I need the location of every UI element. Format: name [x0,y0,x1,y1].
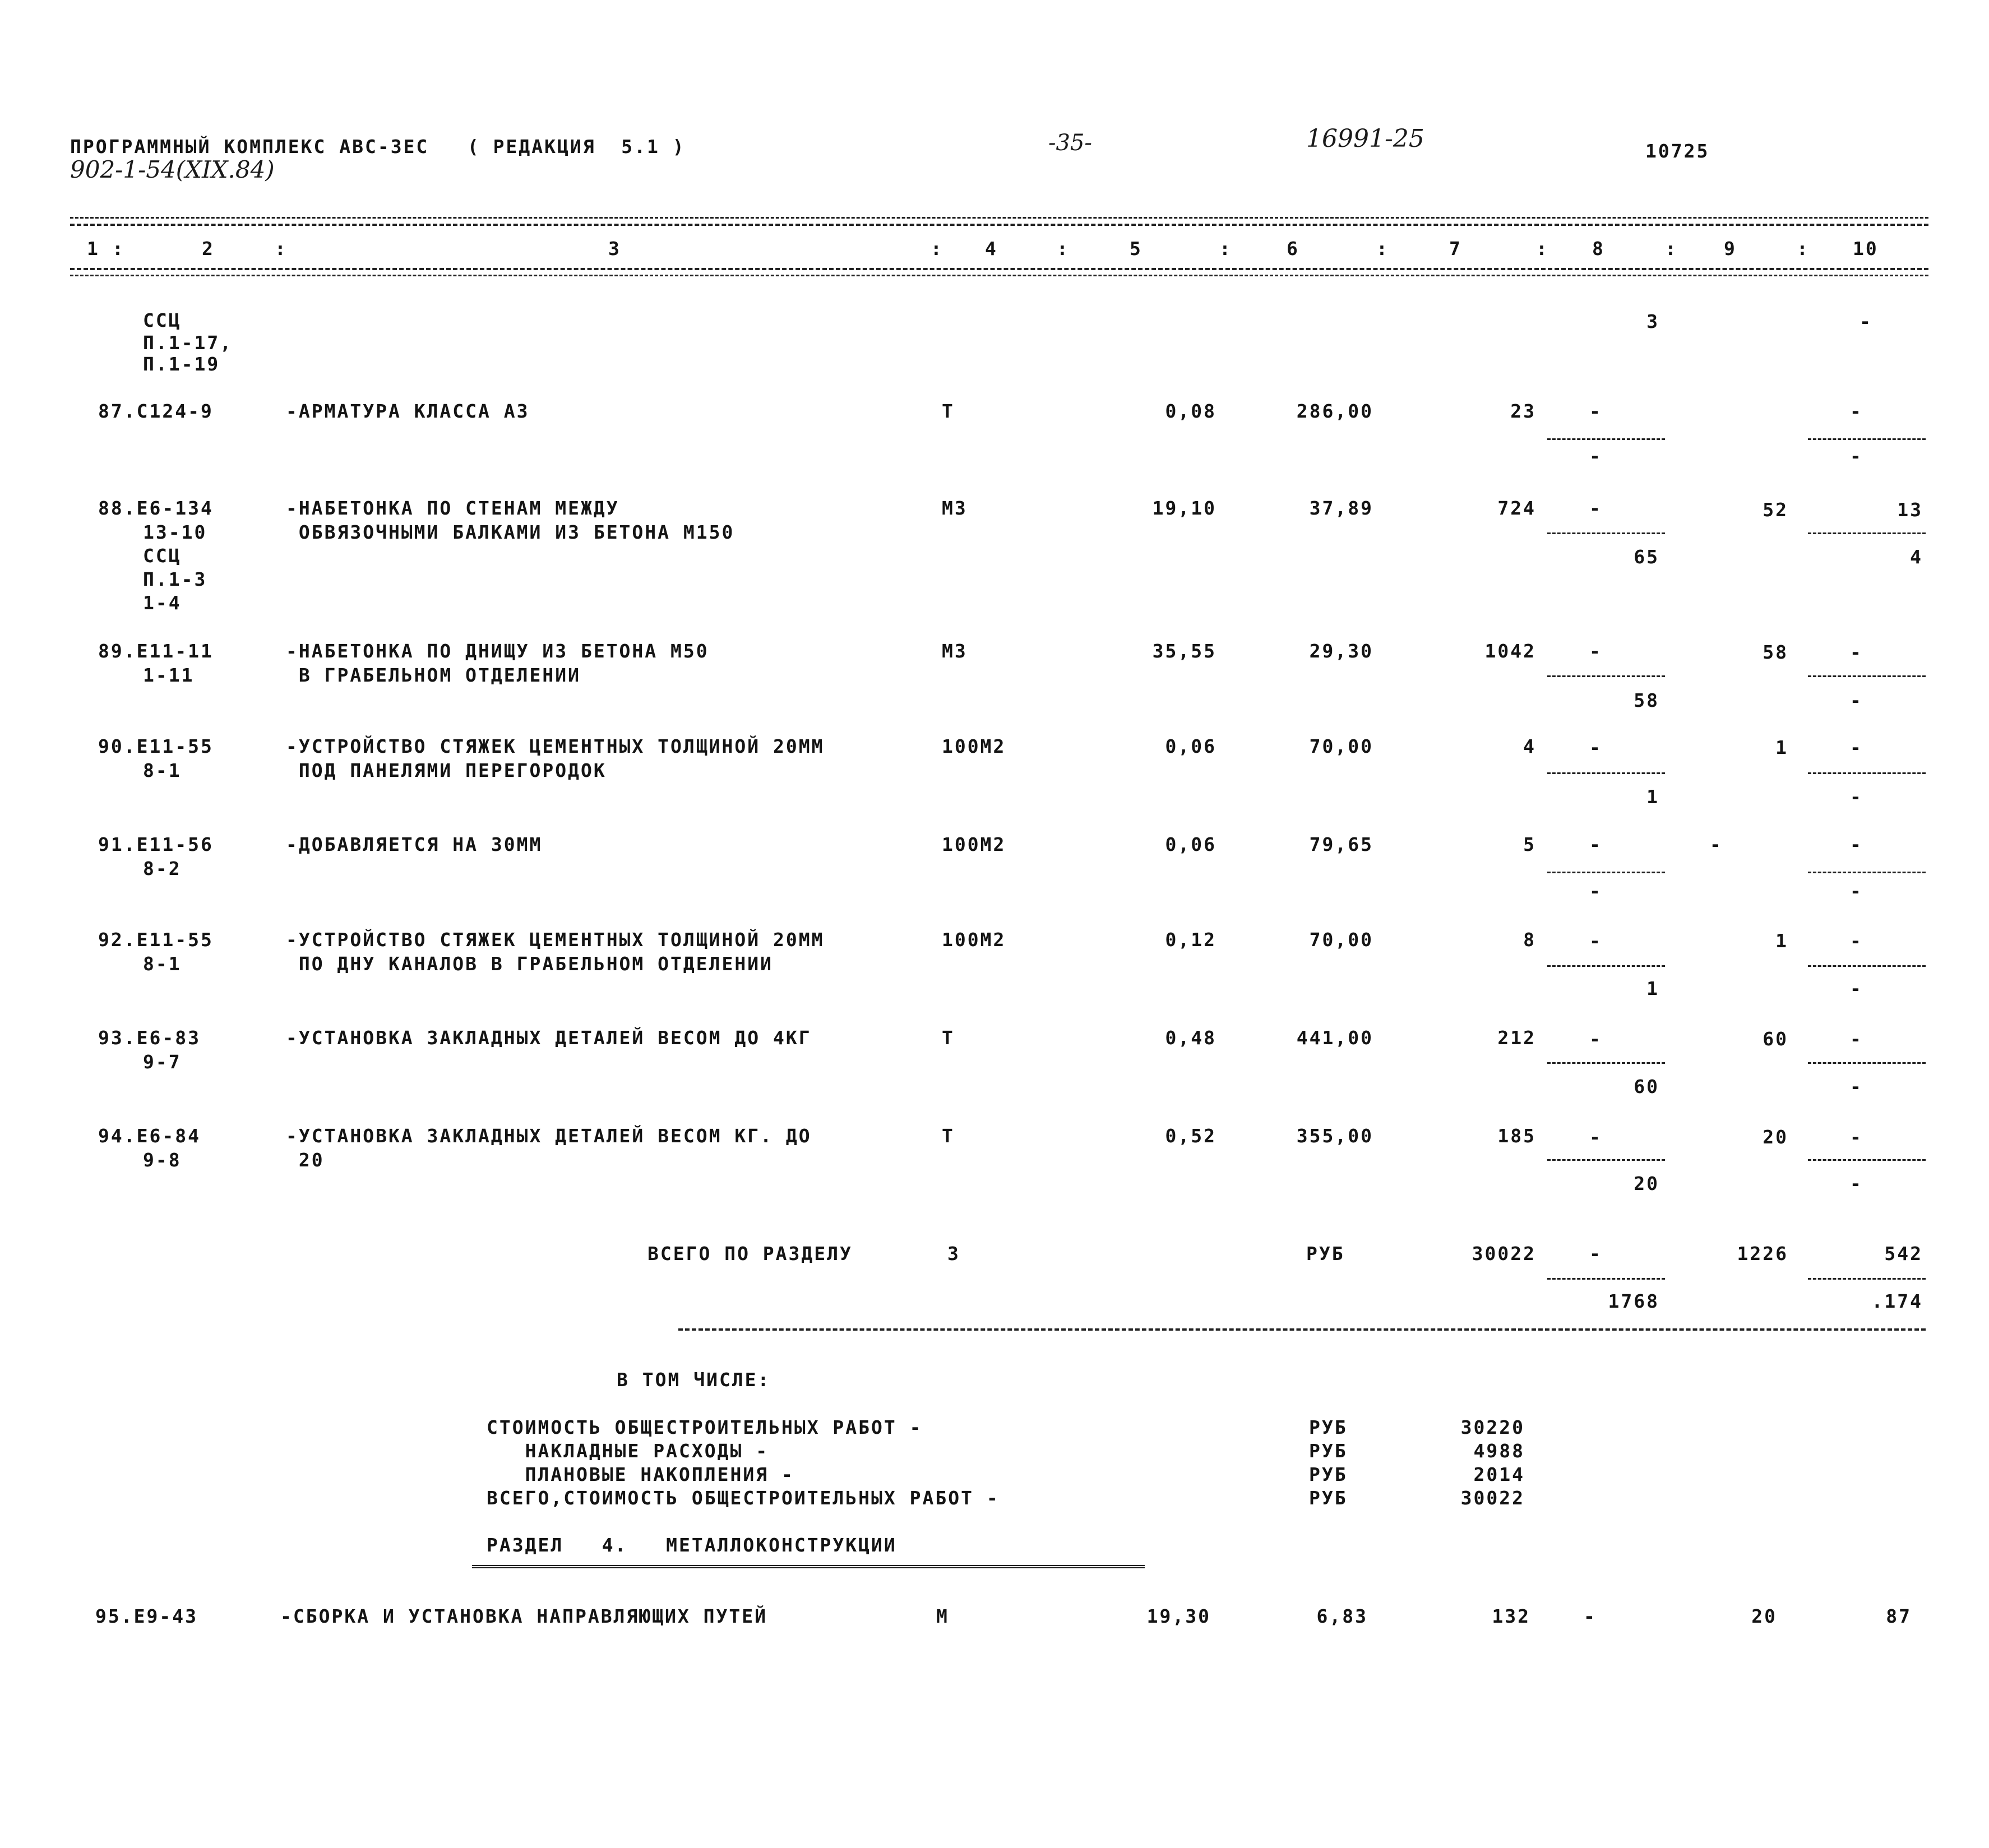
row-qty: 0,06 [1165,833,1216,855]
col-sep: : [112,238,125,260]
header-rule-bottom [70,268,1928,270]
row-c9: - [1710,833,1723,855]
row-c10-top: 87 [1886,1605,1912,1627]
header-rule-top-2 [70,224,1928,226]
row-c8-bottom: - [1589,445,1602,467]
row-code: 92.Е11-55 [98,929,214,951]
row-c8-top: - [1589,833,1602,855]
row-unit: Т [942,1125,955,1147]
col-sep: : [1536,238,1549,260]
row-desc: -НАБЕТОНКА ПО СТЕНАМ МЕЖДУ [286,497,619,519]
row-c8-top: - [1589,737,1602,758]
row-c9: 58 [1763,641,1788,663]
breakdown-line-label: НАКЛАДНЫЕ РАСХОДЫ - [487,1440,769,1462]
row-c9: 1 [1775,930,1788,952]
row-qty: 0,48 [1165,1027,1216,1049]
row-c10-top: - [1850,1126,1863,1148]
row-c8-top: - [1589,930,1602,952]
fraction-line [1808,1278,1926,1280]
row-desc: -УСТРОЙСТВО СТЯЖЕК ЦЕМЕНТНЫХ ТОЛЩИНОЙ 20ММ [286,929,825,951]
col-sep: : [1665,238,1678,260]
row-desc: В ГРАБЕЛЬНОМ ОТДЕЛЕНИИ [286,664,581,686]
row-c10-top: 13 [1897,499,1923,521]
row-c8-top: - [1589,1126,1602,1148]
code-line: П.1-17, [143,332,233,354]
row-code: 1-11 [143,664,195,686]
fraction-line [1547,872,1665,873]
row-total: 724 [1497,497,1536,519]
row-code: 90.Е11-55 [98,735,214,757]
row-qty: 19,10 [1152,497,1216,519]
section-total-value: 30022 [1472,1243,1536,1265]
col-sep: : [275,238,288,260]
section-total-c8-top: - [1589,1243,1602,1265]
row-desc: 20 [286,1149,325,1171]
col-2: 2 [202,238,215,260]
fraction-line [1808,1062,1926,1064]
section-title-underline [472,1565,1145,1568]
row-code: 87.С124-9 [98,400,214,422]
row-c8-top: - [1584,1605,1597,1627]
breakdown-line-value: 30220 [1460,1416,1525,1438]
row-c10-top: - [1850,1028,1863,1050]
row-unit: 100М2 [942,735,1006,757]
row-price: 441,00 [1296,1027,1373,1049]
section-total-unit: РУБ [1306,1243,1345,1265]
row-desc: -СБОРКА И УСТАНОВКА НАПРАВЛЯЮЩИХ ПУТЕЙ [280,1605,767,1627]
row-c8-bottom: - [1589,880,1602,902]
row-c10-bottom: - [1850,1173,1863,1194]
fraction-line [1808,532,1926,534]
col-3: 3 [608,238,621,260]
project-code: 902-1-54(XIX.84) [70,156,275,183]
breakdown-line-unit: РУБ [1309,1487,1348,1509]
breakdown-label: В ТОМ ЧИСЛЕ: [617,1369,771,1391]
fraction-line [1547,1062,1665,1064]
row-c8-top: - [1589,640,1602,662]
row-c10-top: - [1850,641,1863,663]
row-c9: 60 [1763,1028,1788,1050]
row-desc: ОБВЯЗОЧНЫМИ БАЛКАМИ ИЗ БЕТОНА М150 [286,521,735,543]
section-total-c10-bottom: .174 [1871,1290,1923,1312]
program-title: ПРОГРАММНЫЙ КОМПЛЕКС АВС-3ЕС ( РЕДАКЦИЯ 5.1 ) [70,136,686,158]
row-qty: 0,52 [1165,1125,1216,1147]
col-sep: : [931,238,943,260]
fraction-line [1808,1159,1926,1161]
row-price: 37,89 [1309,497,1373,519]
col-10: 10 [1853,238,1879,260]
row-qty: 35,55 [1152,640,1216,662]
row-desc: ПОД ПАНЕЛЯМИ ПЕРЕГОРОДОК [286,759,607,781]
row-desc: -УСТРОЙСТВО СТЯЖЕК ЦЕМЕНТНЫХ ТОЛЩИНОЙ 20ММ [286,735,825,757]
col-8: 8 [1592,238,1605,260]
row-c9: 20 [1751,1605,1777,1627]
row-c10-bottom: - [1850,880,1863,902]
section-total-c8-bottom: 1768 [1608,1290,1659,1312]
breakdown-line-unit: РУБ [1309,1416,1348,1438]
row-qty: 0,08 [1165,400,1216,422]
row-c8-top: - [1589,400,1602,422]
fraction-line [1547,772,1665,774]
row-desc: -НАБЕТОНКА ПО ДНИЩУ ИЗ БЕТОНА М50 [286,640,709,662]
col-sep: : [1057,238,1070,260]
row-c10-bottom: - [1850,1076,1863,1097]
row-desc: -УСТАНОВКА ЗАКЛАДНЫХ ДЕТАЛЕЙ ВЕСОМ КГ. ДО [286,1125,812,1147]
cell-c8: 3 [1646,311,1659,332]
breakdown-line-label: ВСЕГО,СТОИМОСТЬ ОБЩЕСТРОИТЕЛЬНЫХ РАБОТ - [487,1487,1000,1509]
section-total-rule [678,1328,1926,1331]
col-4: 4 [985,238,998,260]
row-total: 185 [1497,1125,1536,1147]
section-total-c10-top: 542 [1884,1243,1923,1265]
row-c10-bottom: - [1850,978,1863,999]
col-7: 7 [1449,238,1462,260]
row-price: 355,00 [1296,1125,1373,1147]
row-code: 94.Е6-84 [98,1125,201,1147]
row-total: 132 [1492,1605,1530,1627]
row-total: 8 [1523,929,1536,951]
row-code: 8-1 [143,953,182,975]
row-qty: 19,30 [1146,1605,1211,1627]
row-unit: М3 [942,640,968,662]
row-code: 8-1 [143,759,182,781]
row-total: 23 [1510,400,1536,422]
row-total: 212 [1497,1027,1536,1049]
row-price: 79,65 [1309,833,1373,855]
row-c8-bottom: 1 [1646,978,1659,999]
row-c8-top: - [1589,1028,1602,1050]
row-c9: 52 [1763,499,1788,521]
row-code: 9-8 [143,1149,182,1171]
section-title: РАЗДЕЛ 4. МЕТАЛЛОКОНСТРУКЦИИ [487,1534,897,1556]
fraction-line [1547,532,1665,534]
row-c10-bottom: - [1850,786,1863,808]
doc-number: 16991-25 [1306,124,1424,153]
row-desc: -ДОБАВЛЯЕТСЯ НА 30ММ [286,833,543,855]
row-desc: -АРМАТУРА КЛАССА А3 [286,400,530,422]
fraction-line [1808,772,1926,774]
col-6: 6 [1287,238,1299,260]
row-code: 95.Е9-43 [95,1605,198,1627]
row-code: 89.Е11-11 [98,640,214,662]
col-1: 1 [87,238,100,260]
row-unit: 100М2 [942,833,1006,855]
row-unit: М [936,1605,949,1627]
breakdown-line-unit: РУБ [1309,1463,1348,1485]
breakdown-line-label: ПЛАНОВЫЕ НАКОПЛЕНИЯ - [487,1463,794,1485]
fraction-line [1808,872,1926,873]
row-unit: Т [942,1027,955,1049]
row-c8-bottom: 65 [1634,546,1659,568]
row-price: 286,00 [1296,400,1373,422]
row-c10-top: - [1850,930,1863,952]
row-unit: 100М2 [942,929,1006,951]
breakdown-line-label: СТОИМОСТЬ ОБЩЕСТРОИТЕЛЬНЫХ РАБОТ - [487,1416,923,1438]
row-c8-bottom: 58 [1634,689,1659,711]
row-code: 91.Е11-56 [98,833,214,855]
row-c8-bottom: 1 [1646,786,1659,808]
row-price: 70,00 [1309,735,1373,757]
col-9: 9 [1724,238,1737,260]
row-code: 88.Е6-134 [98,497,214,519]
col-sep: : [1797,238,1810,260]
doc-code: 10725 [1645,140,1710,162]
code-line: ССЦ [143,309,182,331]
row-code: ССЦ [143,545,182,567]
header-rule-top [70,217,1928,219]
header-rule-bottom-2 [70,275,1928,276]
row-total: 4 [1523,735,1536,757]
row-qty: 0,06 [1165,735,1216,757]
row-c10-top: - [1850,833,1863,855]
row-unit: М3 [942,497,968,519]
fraction-line [1808,675,1926,677]
section-total-c9: 1226 [1737,1243,1788,1265]
row-code: П.1-3 [143,568,207,590]
breakdown-line-value: 2014 [1473,1463,1525,1485]
row-price: 29,30 [1309,640,1373,662]
row-total: 1042 [1484,640,1536,662]
col-sep: : [1219,238,1232,260]
col-5: 5 [1130,238,1142,260]
fraction-line [1547,1159,1665,1161]
row-c10-top: - [1850,737,1863,758]
row-desc: -УСТАНОВКА ЗАКЛАДНЫХ ДЕТАЛЕЙ ВЕСОМ ДО 4КГ [286,1027,812,1049]
row-c10-bottom: 4 [1910,546,1923,568]
row-c10-bottom: - [1850,689,1863,711]
row-c8-top: - [1589,497,1602,519]
row-c10-top: - [1850,400,1863,422]
col-sep: : [1376,238,1389,260]
fraction-line [1808,438,1926,440]
breakdown-line-value: 30022 [1460,1487,1525,1509]
row-code: 9-7 [143,1051,182,1073]
row-c8-bottom: 20 [1634,1173,1659,1194]
row-c9: 20 [1763,1126,1788,1148]
row-code: 1-4 [143,592,182,614]
breakdown-line-unit: РУБ [1309,1440,1348,1462]
row-c9: 1 [1775,737,1788,758]
row-code: 8-2 [143,858,182,879]
code-line: П.1-19 [143,353,220,375]
cell-c10: - [1860,311,1872,332]
row-desc: ПО ДНУ КАНАЛОВ В ГРАБЕЛЬНОМ ОТДЕЛЕНИИ [286,953,773,975]
row-code: 93.Е6-83 [98,1027,201,1049]
section-number: 3 [947,1243,960,1265]
fraction-line [1547,438,1665,440]
row-qty: 0,12 [1165,929,1216,951]
row-c8-bottom: 60 [1634,1076,1659,1097]
fraction-line [1547,965,1665,967]
section-total-label: ВСЕГО ПО РАЗДЕЛУ [647,1243,853,1265]
row-total: 5 [1523,833,1536,855]
row-code: 13-10 [143,521,207,543]
fraction-line [1547,1278,1665,1280]
page-number: -35- [1048,130,1092,156]
fraction-line [1808,965,1926,967]
fraction-line [1547,675,1665,677]
row-price: 6,83 [1316,1605,1368,1627]
row-c10-bottom: - [1850,445,1863,467]
breakdown-line-value: 4988 [1473,1440,1525,1462]
row-unit: Т [942,400,955,422]
row-price: 70,00 [1309,929,1373,951]
